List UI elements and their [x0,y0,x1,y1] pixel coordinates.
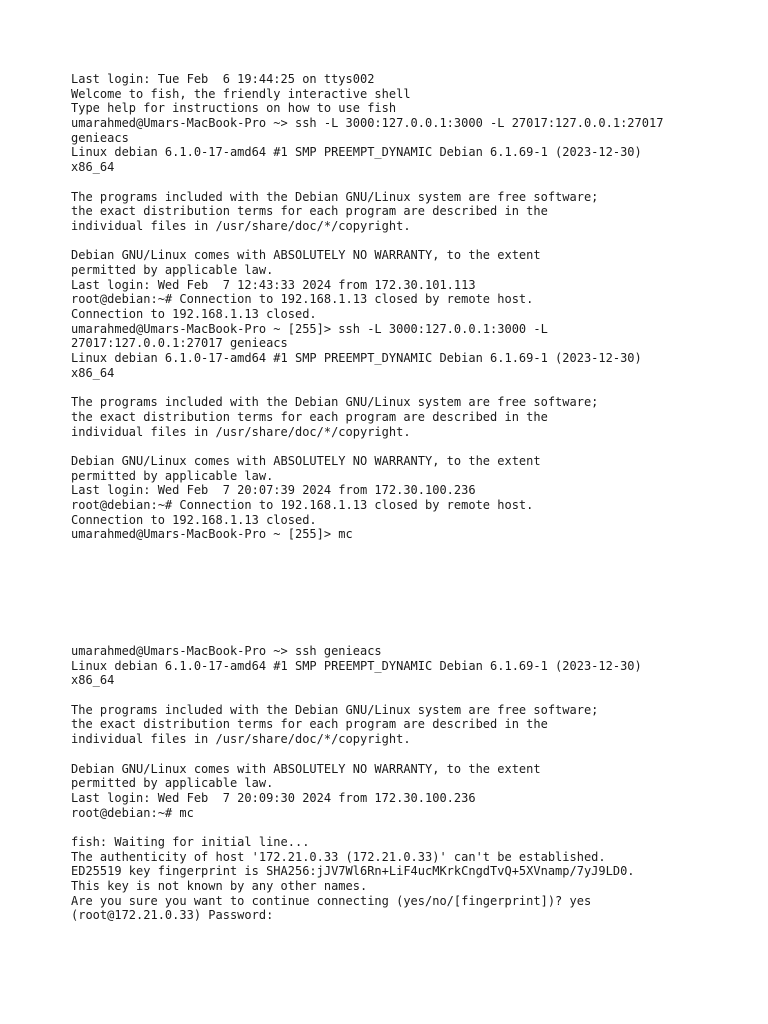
terminal-line: Linux debian 6.1.0-17-amd64 #1 SMP PREEMPT_DYNAMIC Debian 6.1.69-1 (2023-12-30) [71,145,642,160]
terminal-line: genieacs [71,130,129,145]
terminal-line: umarahmed@Umars-MacBook-Pro ~ [255]> ssh -L 3000:127.0.0.1:3000 -L [71,321,548,336]
terminal-line: permitted by applicable law. [71,262,274,277]
terminal-line: Last login: Wed Feb 7 20:09:30 2024 from 172.30.100.236 [71,790,476,805]
terminal-line: This key is not known by any other names. [71,879,368,893]
output-block [71,395,751,439]
terminal-line: Last login: Wed Feb 7 20:07:39 2024 from 172.30.100.236 [71,483,476,498]
output-block [71,644,751,688]
terminal-line: Last login: Wed Feb 7 12:43:33 2024 from 172.30.101.113 [71,277,476,292]
blank-region [71,542,751,644]
blank-line [71,380,751,395]
terminal-line: Connection to 192.168.1.13 closed. [71,512,317,527]
terminal-line: x86_64 [71,673,115,688]
output-block [71,835,751,923]
terminal-line: fish: Waiting for initial line... [71,834,310,849]
terminal-line: Debian GNU/Linux comes with ABSOLUTELY NO WARRANTY, to the extent [71,248,541,263]
terminal-line: Linux debian 6.1.0-17-amd64 #1 SMP PREEMPT_DYNAMIC Debian 6.1.69-1 (2023-12-30) [71,658,642,673]
terminal-line: ED25519 key fingerprint is SHA256:jJV7Wl6Rn+LiF4ucMKrkCngdTvQ+5XVnamp/7yJ9LD0. [71,864,635,879]
blank-line [71,234,751,249]
terminal-line: root@debian:~# mc [71,805,194,820]
terminal-line: Debian GNU/Linux comes with ABSOLUTELY NO WARRANTY, to the extent [71,761,541,776]
terminal-line: the exact distribution terms for each program are described in the [71,204,548,219]
terminal-output[interactable] [71,72,751,923]
terminal-line: x86_64 [71,160,115,175]
blank-line [71,820,751,835]
terminal-line: Debian GNU/Linux comes with ABSOLUTELY NO WARRANTY, to the extent [71,453,541,468]
output-block [71,762,751,821]
terminal-line: root@debian:~# Connection to 192.168.1.13 closed by remote host. [71,497,534,512]
terminal-line: umarahmed@Umars-MacBook-Pro ~> ssh genieacs [71,644,382,658]
terminal-line: permitted by applicable law. [71,468,274,483]
terminal-line: Last login: Tue Feb 6 19:44:25 on ttys002 [71,72,375,86]
terminal-line: The programs included with the Debian GNU/Linux system are free software; [71,189,599,204]
terminal-line: individual files in /usr/share/doc/*/copyright. [71,424,411,439]
blank-line [71,688,751,703]
output-block [71,454,751,542]
terminal-line: Are you sure you want to continue connecting (yes/no/[fingerprint])? yes [71,893,592,908]
terminal-line: permitted by applicable law. [71,776,274,791]
terminal-line: Type help for instructions on how to use fish [71,101,397,116]
terminal-line: Connection to 192.168.1.13 closed. [71,307,317,321]
terminal-line: The programs included with the Debian GNU/Linux system are free software; [71,702,599,717]
terminal-line: umarahmed@Umars-MacBook-Pro ~ [255]> mc [71,527,353,542]
blank-line [71,747,751,762]
terminal-line: umarahmed@Umars-MacBook-Pro ~> ssh -L 3000:127.0.0.1:3000 -L 27017:127.0.0.1:27017 [71,116,664,131]
terminal-line: the exact distribution terms for each program are described in the [71,717,548,732]
output-block [71,190,751,234]
terminal-line: the exact distribution terms for each program are described in the [71,409,548,424]
blank-line [71,175,751,190]
terminal-line: individual files in /usr/share/doc/*/copyright. [71,218,411,233]
terminal-line: x86_64 [71,365,115,380]
terminal-line: root@debian:~# Connection to 192.168.1.13 closed by remote host. [71,292,534,307]
terminal-line: Linux debian 6.1.0-17-amd64 #1 SMP PREEMPT_DYNAMIC Debian 6.1.69-1 (2023-12-30) [71,351,642,366]
output-block [71,248,751,380]
blank-line [71,439,751,454]
terminal-line: individual files in /usr/share/doc/*/copyright. [71,732,411,747]
terminal-line: (root@172.21.0.33) Password: [71,908,274,923]
output-block [71,703,751,747]
terminal-line: Welcome to fish, the friendly interactive shell [71,86,411,101]
terminal-line: 27017:127.0.0.1:27017 genieacs [71,336,288,351]
output-block [71,72,751,175]
terminal-line: The programs included with the Debian GNU/Linux system are free software; [71,395,599,410]
terminal-line: The authenticity of host '172.21.0.33 (172.21.0.33)' can't be established. [71,849,606,864]
